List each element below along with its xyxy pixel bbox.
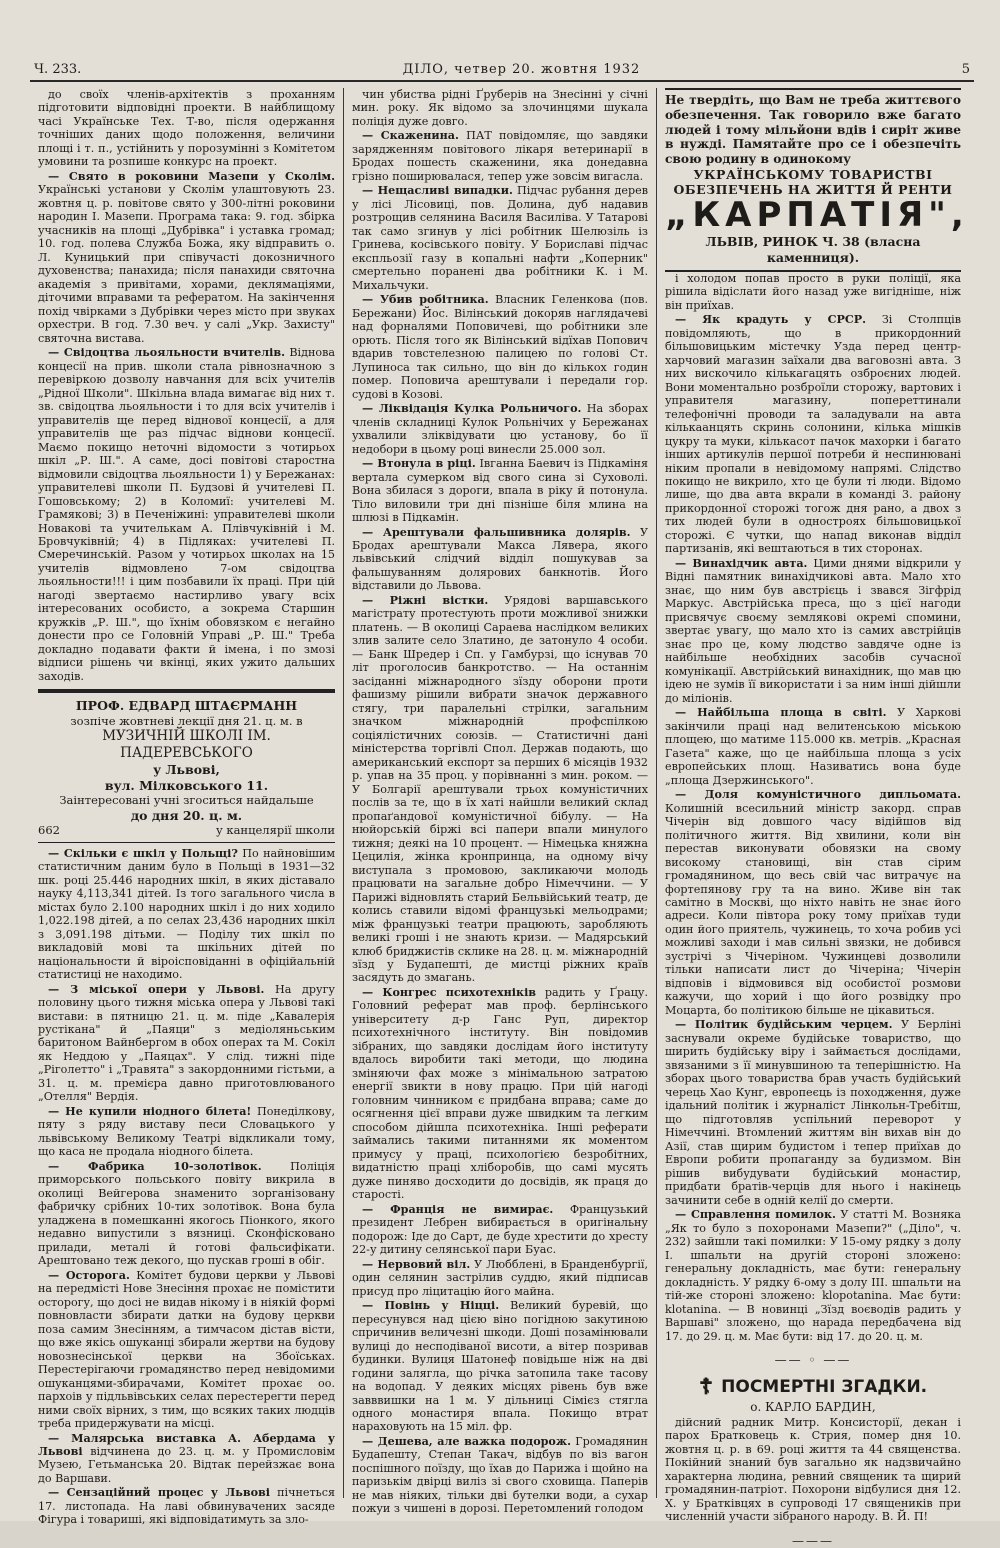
article-body: У статті М. Возняка „Як то було з похоронами Мазепи?" („Діло", ч. 232) зайшли такі помилки: У 15-ому рядку з долу І. шпальти на другій стороні зложено: генеральну докладність, має бути: генеральну докладність. У рядку 6-ому з долу ІІІ. шпальти на тій-же стороні зложено: klopotanina. Має бути: klotanina. — В новинці „Зїзд воєводів радить у Варшаві" зложено, що нарада передбачена від 17. до 29. ц. м. Має бути: від 17. до 20. ц. м.	[665, 1208, 961, 1342]
headline: — Доля комуністичного дипльомата.	[675, 788, 961, 801]
ad-title: ПРОФ. ЕДВАРД ШТАЄРМАНН	[38, 698, 335, 714]
article-body: У Берліні заснували окреме будійське товариство, що ширить будійську віру і займається дослідами, звязаними з її минувшиною та теперішністю. На зборах цього товариства брав участь будійський черець Хао Кунг, европеєць із походження, дуже ідальний політик і журналіст Лінкольн-Требітш, що підготовляв успільний переворот у Німеччині. Втомлений життям він вихав він до Азії, став щирим будистом і тепер приїхав до Европи робити пропаганду за будизмом. Він рішив вибудувати будійський монастир, придбати братів-черців для нього і накінець зачинити себе в одній келії до смерти.	[665, 1018, 961, 1206]
headline: — Винахідчик авта.	[675, 557, 807, 570]
advertisement-karpatia	[665, 88, 961, 272]
ad-text: Не твердіть, що Вам не треба життєвого обезпечення. Так говорило вже багато людей і тому мільйони вдів і сиріт живе в нужді. Памятайте про се і обезпечіть свою родину в одинокому	[665, 93, 961, 167]
headline: — Конгрес психотехніків	[362, 986, 536, 999]
headline: — Політик будійським черцем.	[675, 1018, 892, 1031]
headline: — Нервовий віл.	[362, 1258, 470, 1271]
headline: — Скільки є шкіл у Польщі?	[48, 847, 238, 860]
article-journey	[352, 1435, 648, 1516]
column-2	[343, 88, 656, 1498]
headline: — Скаженина.	[362, 129, 459, 142]
article-body: відчинена до 23. ц. м. у Промисловім Музею, Гетьманська 20. Відтак перейзжає вона до Варшави.	[38, 1445, 335, 1485]
article-body: Власник Геленкова (пов. Бережани) Йос. Вілінський докоряв наглядачеві над форналями Поповичеві, що робітники зле орють. Після того як Вілінський відїхав Попович вдарив товстелезною палицею по голові Ст. Лупиноса так сильно, що він до кількох годин помер. Поповича арештували і передали гор. судові в Козові.	[352, 293, 648, 400]
article-continuation: чин убиства рідні Ґруберів на Знесінні у січні мин. року. Як відомо за злочинцями шукала поліція дуже довго.	[352, 88, 648, 128]
article-various	[352, 594, 648, 985]
article-body: Зі Столпців повідомляють, що в прикордонний більшовицьким містечку Узда перед центр-харчовий магазин заїхали два ваговозні авта. З них вискочило кількагацять озброєних людей. Вони моментально розброїли сторожу, вартових і управителя магазину, попереттинали телефонічні проводи та заладували на авта кількаанцять скринь солонини, кілька мішків цукру та муки, кількасот пачок махорки і багато інших артикулів першої потреби й неспинювані ніким пропали в невідомому напрямі. Слідство покищо не викрило, хто це були ті люди. Відомо лише, що два авта вкрали в команді 3. району прикордонної сторожі тогож дня рано, а двох з тих людей були в одностроях більшовицької сторожі. Є чутки, що напад виконав відділ партизанів, які вештаються в тих сторонах.	[665, 313, 961, 555]
article-body: На зборах членів складниці Кулок Рольнічих у Бережанах ухвалили зліквідувати цю установу, бо її недобори в цьому році винесли 25.000 зол.	[352, 402, 648, 455]
article-rabies	[352, 129, 648, 183]
article-flood	[352, 1299, 648, 1434]
cross-icon: ☦	[699, 1374, 713, 1401]
columns	[30, 88, 974, 1498]
article-trial	[38, 1486, 335, 1526]
article-body: У Харкові закінчили праці над велитенською міською площею, що матиме 115.000 кв. метрів. „Красная Газета" каже, що це найбільша площа з усіх европейських площ. Називатись вона буде „площа Дзержинського".	[665, 706, 961, 786]
headline: — Дешева, але важка подорож.	[362, 1435, 571, 1448]
article-schools	[38, 847, 335, 982]
article-diplomat	[665, 788, 961, 1017]
ad-text: Заінтересовані учні згоситься найдальше	[38, 793, 335, 807]
article-coins	[38, 1160, 335, 1268]
ornament-divider: ———	[665, 1534, 961, 1548]
article-body: ПАТ повідомляє, що завдяки зарядженням повітового лікаря ветеринарії в Бродах пошесть скаженини, яка донедавна грізно поширювалася, тепер уже зовсім вигасла.	[352, 129, 648, 182]
article-body: Громадянин Будапешту, Степан Такач, відбув по віз вагон поспішного поїзду, що їхав до Парижа і щойно на паризькім двірці виліз зі свого сховища. Паперів не мав ніяких, тільки дві бутелки води, а сухар пожуи з чишені в дорозі. Перетомлений голодом	[352, 1435, 648, 1515]
ad-address: ЛЬВІВ, РИНОК Ч. 38 (власна каменниця).	[665, 234, 961, 264]
article-continuation: і холодом попав просто в руки поліції, яка рішила відіслати його назад уже вигідніше, ніж він приїхав.	[665, 272, 961, 312]
article-body: Цими днями відкрили у Відні памятник винахідчикові авта. Мало хто знає, що ним був австрієць і звався Зігфрід Маркус. Австрійська преса, що з цієї нагоди присвячує своєму землякові окремі спомини, звертає увагу, що мало хто із самих австрійців знає про це, кому людство завдяче одне із найбільше необхідних засобів сучасної комунікації. Австрійський винахідник, що мав цю ідею не зумів її використати і за ним інші дійшли до міліонів.	[665, 557, 961, 705]
article-body: Понеділкову, пяту з ряду виставу песи Словацького у львівському Великому Театрі відкликали тому, що каса не продала ніодного білета.	[38, 1105, 335, 1158]
article-body: Івганна Баевич із Підкаміня вертала сумерком від свого сина зі Суховолі. Вона збилася з дороги, впала в ріку й потонула. Тіло виловили три дні пізніше біля млина на шлюзі в Підкамін.	[352, 457, 648, 524]
headline: — Справлення помилок.	[675, 1208, 836, 1221]
article-square	[665, 706, 961, 787]
obituaries-title: ПОСМЕРТНІ ЗГАДКИ.	[721, 1377, 927, 1398]
headline: — Ліквідація Кулка Рольничого.	[362, 402, 581, 415]
page-header	[30, 62, 974, 82]
article-congress	[352, 986, 648, 1202]
article-tickets	[38, 1105, 335, 1159]
headline: — Арештували фальшивника долярів.	[362, 526, 630, 539]
headline: — Малярська виставка А. Абердама у Львові	[38, 1432, 335, 1458]
article-monk	[665, 1018, 961, 1207]
issue-number: Ч. 233.	[34, 62, 81, 77]
article-warning	[38, 1269, 335, 1431]
article-body: У Бродах арештували Макса Лявера, якого львівський слідчий відділ пошукував за фальшуванням долярових банкнотів. Його відставили до Львова.	[352, 526, 648, 593]
article-body: На другу половину цього тижня міська опера у Львові такі вистави: в пятницю 21. ц. м. піде „Кавалерія рустікана" й „Паяци" з медіоляньським баритоном Вайнбергом в обох операх та М. Сокіл як Неддою у „Паяцах". У слід. тижні піде „Ріголетто" і „Травята" з закордонними гістьми, а 31. ц. м. премієра давно приготовлюваного „Отелля" Вердія.	[38, 983, 335, 1104]
obituary-name: о. КАРЛО БАРДИН,	[665, 1400, 961, 1415]
headline: — Свято в роковини Мазепи у Сколім.	[48, 170, 335, 183]
article-body: Підчас рубання дерев у лісі Лісовиці, пов. Долина, дуб надавив розтрощив селянина Василя Василіва. У Татарові так само згинув у лісі робітник Шелюзіль із Гринева, косівського повіту. У Бориславі підчас експльозії газу в копальні нафти „Коперник" смертельно поранені два робітники К. і М. Михальчуки.	[352, 184, 648, 291]
article-accidents	[352, 184, 648, 292]
headline: — Свідоцтва льояльности вчителів.	[48, 346, 285, 359]
article-body: По найновішим статистичним даним було в Польщі в 1931—32 шк. році 25.446 народних шкіл, в яких діставало науку 4,113,341 дітей. Із того загального числа в містах було 2.100 народних шкіл і до них ходило 1,022.198 дітей, а по селах 23,436 народних шкіл з 3,091.198 дітьми. — Поділу тих шкіл по викладовій мові та шкільних дітей по національности й віроісповіданні в офіційальній статистиці не находимо.	[38, 847, 335, 981]
headline: — Не купили ніодного білета!	[48, 1105, 251, 1118]
ad-number: 662	[38, 823, 60, 837]
ad-deadline: до дня 20. ц. м.	[38, 808, 335, 824]
divider	[38, 689, 335, 693]
article-corrections	[665, 1208, 961, 1343]
ad-address: вул. Мілковського 11.	[38, 778, 335, 794]
article-body: Великий буревій, що пересунувся над цією віно погідною закутиною спричинив величезні шкоди. Доші позамінювали вулиці до несподіваної висоти, а вітер позривав будинки. Вулиця Шатонеф повідьше ніж на дві години залягла, що річка затопила таке тасову на водопад. У деяких місцях рівень був вже завввишки на 1 м. У дільниці Сімієз стягла одного монастиря впала. Покищо втрат нараховують на 15 міл. фр.	[352, 1299, 648, 1433]
divider	[38, 842, 335, 843]
article-inventor	[665, 557, 961, 705]
article-continuation: до своїх членів-архітектів з проханням підготовити відповідні проекти. В найблищому часі Українське Тех. Т-во, після одержання точніших даних щодо положення, величини площі і т. п., устійнить у порозумінні з Комітетом умовини та розпише конкурс на проект.	[38, 88, 335, 169]
ad-office: у канцелярії школи	[216, 823, 335, 837]
headline: — Повінь у Ніцці.	[362, 1299, 499, 1312]
article-france	[352, 1203, 648, 1257]
headline: — З міської опери у Львові.	[48, 983, 264, 996]
article-body: Французький президент Лебрен вибирається в оригінальну подорож: Іде до Сарт, де буде хрестити до хресту 22-у дитину селянської пари Буас.	[352, 1203, 648, 1256]
headline: — Франція не вимирає.	[362, 1203, 553, 1216]
headline: — Нещасливі випадки.	[362, 184, 513, 197]
column-3	[656, 88, 969, 1498]
article-body: пічнеться 17. листопада. На лаві обвинувачених засяде Фігура і товариші, які відповідатимуть за зло-	[38, 1486, 335, 1526]
ad-school: МУЗИЧНІЙ ШКОЛІ ІМ. ПАДЕРЕВСЬКОГО	[38, 728, 335, 762]
headline: — Втонула в ріці.	[362, 457, 476, 470]
headline: — Ріжні вістки.	[362, 594, 488, 607]
column-1	[30, 88, 343, 1498]
article-body: Поліція приморського польського повіту викрила в околиці Вейгерова знаменито зорганізовану фабричку срібних 10-тих золотівок. Вона була уладжена в помешканні якогось Піонкого, якого недавно випустили з вязниці. Сконфісковано прилади, металі й готові фальсифікати. Арештовано теж декого, що пускав гроші в обіг.	[38, 1160, 335, 1267]
article-mazepa	[38, 170, 335, 345]
article-forger	[352, 526, 648, 593]
article-body: Віднова концесії на прив. школи стала рівнозначною з перевіркою дозволу навчання для всіх учителів „Рідної Школи". Шкільна влада вимагає від них т. зв. свідоцтва льояльности і то для всіх учителів і управителів ще перед віднової концесії, а для управителів ще раз підчас віднови концесії. Маємо покищо неточні відомости з чотирьох шкіл „Р. Ш.". А саме, досі повітові старостна відмовили свідоцтва льояльности 1) у Бережанах: управителеві школи П. Будзові й учителеві П. Гошовському; 2) в Коломиї: учителеві М. Грамякові; 3) в Печеніжині: управителеві школи Новакові та учителькам А. Плівчуківній і М. Бровчуківній; 4) в Підляках: учителеві П. Смеречинській. Разом у чотирьох школах на 15 учителів відмовлено 7-ом свідоцтва льояльности!!! і цим позбавили їх праці. При цій нагоді звертаємо настирливо увагу всіх інтересованих особисто, а зокрема Старшин кружків „Р. Ш.", що їхнім обовязком є негайно донести про се Головній Управі „Р. Ш." Треба докладно подавати факти й імена, і по змозі відписи рішень чи вкінці, яких ужито дальших заходів.	[38, 346, 335, 683]
obituary-text: дійсний радник Митр. Консисторії, декан і пароx Братковець к. Стрия, помер дня 10. жовтня ц. р. в 69. році життя та 44 священства. Покійний знаний був загально як надзвичайно характерна людина, ревний священик та щирий громадянин-патріот. Похорони відбулися дня 12. Х. у Братківцях в супроводі 17 священиків при численній участи зібраного народу. В. Й. П!	[665, 1416, 961, 1524]
ad-company: УКРАЇНСЬКОМУ ТОВАРИСТВІ ОБЕЗПЕЧЕНЬ НА ЖИТТЯ Й РЕНТИ	[665, 167, 961, 197]
headline: — Осторога.	[48, 1269, 130, 1282]
article-drowned	[352, 457, 648, 524]
article-body: Комітет будови церкви у Львові на передмісті Нове Знесіння прохає не помістити осторогу, що досі не видав нікому і в ніякій формі повновласти збирати датки на будову церкви поза самим Знесінням, а тимчасом дістав вісти, що вже якісь ошуканці збирали жертви на будову новознесінської церкви на Збоїськах. Перестерігаючи громадянство перед невідомими ошуканцями-збирачами, Комітет прохає оо. пархоів у підльвівських селах перестерегти перед ними своїх вірних, з тим, що всяких таких людців треба придержувати на місці.	[38, 1269, 335, 1430]
article-exhibition	[38, 1432, 335, 1486]
headline: — Найбільша площа в світі.	[675, 706, 886, 719]
headline: — Сензаційний процес у Львові	[48, 1486, 270, 1499]
article-worker	[352, 293, 648, 401]
headline: — Як крадуть у СРСР.	[675, 313, 866, 326]
ad-footer	[38, 823, 335, 837]
page-number: 5	[962, 62, 970, 77]
ad-text: зозпіче жовтневі лекції дня 21. ц. м. в	[38, 714, 335, 728]
article-opera	[38, 983, 335, 1104]
headline: — Фабрика 10-золотівок.	[48, 1160, 262, 1173]
article-body: Урядові варшавського магістрату протестують проти можливої знижки платень. — В околиці Сараева наслідком великих злив залите село Златино, де затонуло 4 особи. — Банк Шредер і Сп. у Гамбурзі, що існував 70 літ проголосив банкротство. — На останнім засіданні міжнародного зїзду оборони проти фашизму рішили вибрати значок державного стягу, три паралельні стрілки, загальним значком міжнародній профспілкою соціялістичних союзів. — Статистичні дані міністерства торгівлі Спол. Держав подають, що американський експорт за перших 6 місяців 1932 р. упав на 35 проц. у порівнанні з мин. роком. — У Болгарії арештували трьох комуністичних послів за те, що в їх хаті найшли великий склад пропаґандової комуністичної бібулу. — На нюйорській біржі всі папери впали минулого тижня; деякі на 10 процент. — Німецька княжна Цецилія, жінка кронпринца, на одному вічу виступала з промовою, закликаючи молодь працювати на загальне добро Німеччини. — У Парижі відновлять старий Бельвійський театр, де колись ставили відомі французькі мельодрами; між французькі театри працюють, заробляють великі гроші і не знають кризи. — Мадярський клюб бриджистів склике на 28. ц. м. міжнародній зїзд у Будапешті, де мистці ріжних країв засядуть до змагань.	[352, 594, 648, 985]
headline: — Убив робітника.	[362, 293, 489, 306]
advertisement-music-school	[38, 698, 335, 837]
ornament-divider: —— ◦ ——	[665, 1353, 961, 1368]
article-teachers	[38, 346, 335, 683]
article-nervous	[352, 1258, 648, 1298]
article-body: У Любблені, в Бранденбургії, один селянин застрілив суддю, який підписав присуд про ліцитацію його майна.	[352, 1258, 648, 1298]
masthead-date: ДІЛО, четвер 20. жовтня 1932	[403, 62, 641, 77]
article-body: Українські установи у Сколім улаштовують 23. жовтня ц. р. повітове свято у 300-літні роковини народин І. Мазепи. Програма така: 9. год. збірка учасників на площі „Дубрівка" і уставка громад; 10. год. полева Служба Божа, яку відправить о. Л. Куницький при співучасті докозничного духовенства; панахида; після панахиди святочна академія з привітами, хорами, деклямаціями, діточими вправами та рефератом. На закінчення похід чвірками з Дубрівки через місто при звуках орхестри. В год. 7.30 веч. у салі „Укр. Захисту" святочна вистава.	[38, 183, 335, 344]
article-body: Колишній всесильний міністр закорд. справ Чічерін від довшого часу відійшов від політичного життя. Від хвилини, коли він перестав виконувати обовязки на свому високому становищі, він став сірим громадянином, що весь свій час витрачує на фортепянову гру та на вино. Живе він так самітно в Москві, що ніхто навіть не знає його адреси. Коли півтора року тому приїхав туди один його приятель, чужинець, то хоча робив усі можливі заходи і мав сильні звязки, не добився зустрічі з Чічеріном. Чужинцеві дозволили тільки написати лист до Чічеріна; Чічерін відповів і відмовився від особистої розмови кажучи, що хорий і що його розвідку про Моцарта, бо політикою більше не цікавиться.	[665, 802, 961, 1017]
ad-city: у Львові,	[38, 762, 335, 778]
obituaries-heading	[665, 1374, 961, 1401]
ad-brand: „КАРПАТІЯ",	[665, 197, 961, 234]
article-liquidation	[352, 402, 648, 456]
article-ussr	[665, 313, 961, 556]
article-body: радить у Ґрацу. Головний реферат мав проф. берлінського університету д-р Ганс Руп, директор психотехнічного інституту. Він повідомив зібраних, що завдяки дослідам його інституту вдалось виробити такі методи, що людина зміняючи фах може з мінімальною затратою енергії звикти в нову працю. При цій нагоді головним чинником є придбана вправа; саме до осягнення цієї вправи дуже швидким та легким способом дійшла психотехніка. Інші реферати займались такими питаннями як моментом примусу у праці, психологією безробітних, видатністю праці хліборобів, що самі мусять дуже пиняво досходити до досвідів, як праця до старості.	[352, 986, 648, 1201]
